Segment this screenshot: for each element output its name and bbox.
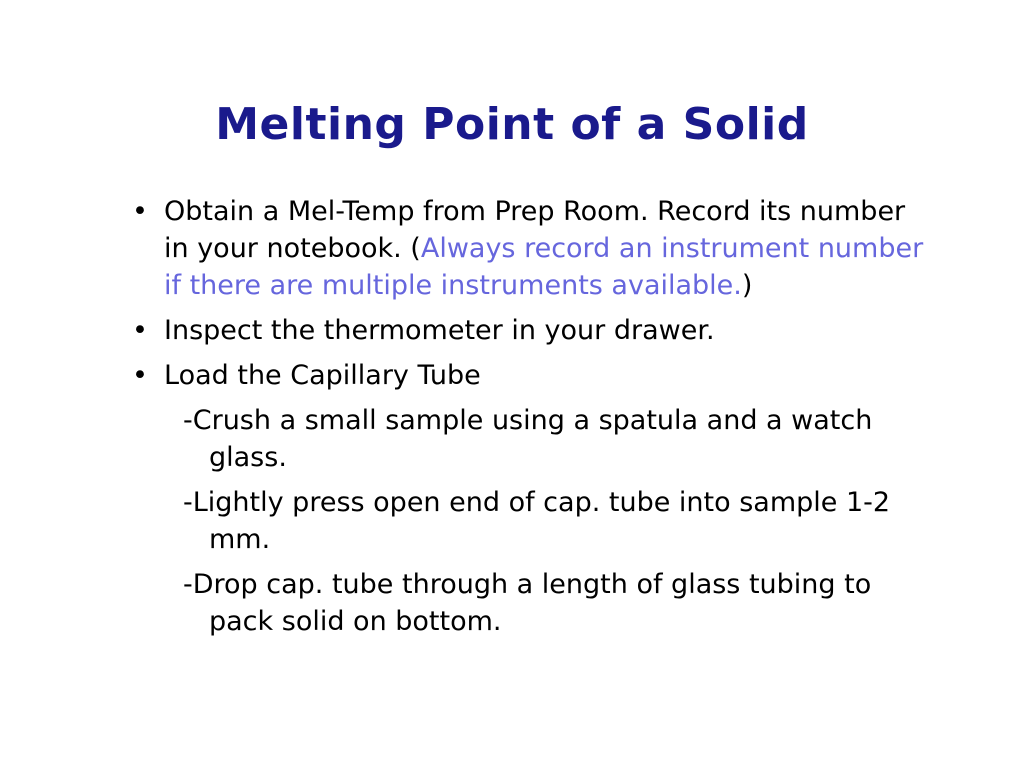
bullet-text: Load the Capillary Tube bbox=[164, 360, 481, 391]
sub-item: -Crush a small sample using a spatula and a watch glass. bbox=[183, 405, 873, 473]
sub-item: -Drop cap. tube through a length of glass tubing to pack solid on bottom. bbox=[183, 569, 872, 637]
bullet-item bbox=[128, 193, 928, 304]
bullet-dot: • bbox=[132, 196, 148, 227]
bullet-text: Inspect the thermometer in your drawer. bbox=[164, 315, 715, 346]
sub-item: -Lightly press open end of cap. tube into sample 1-2 mm. bbox=[183, 487, 891, 555]
bullet-item bbox=[128, 357, 928, 394]
bullet-dot: • bbox=[132, 360, 148, 391]
slide-title: Melting Point of a Solid bbox=[215, 99, 809, 150]
bullet-item bbox=[128, 312, 928, 349]
bullet-text-end: ) bbox=[741, 270, 753, 301]
bullet-highlight-text: Always record an instrument number if there are multiple instruments available. bbox=[164, 233, 924, 301]
slide-content bbox=[128, 193, 928, 648]
bullet-text: Obtain a Mel-Temp from Prep Room. Record its number in your notebook. ( bbox=[164, 196, 906, 264]
bullet-dot: • bbox=[132, 315, 148, 346]
